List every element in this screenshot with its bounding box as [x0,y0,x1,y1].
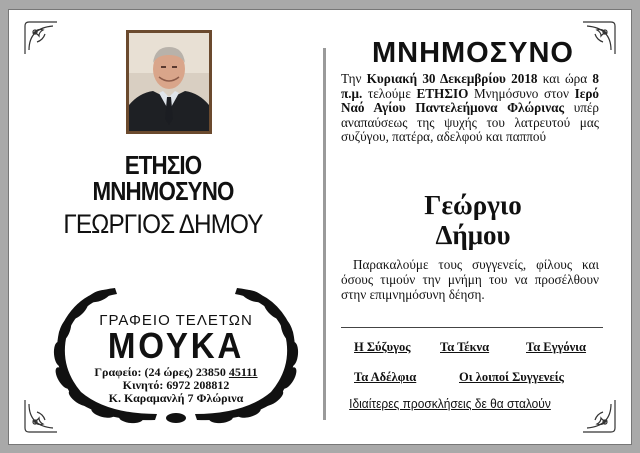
funeral-home-name: ΜΟΥΚΑ [107,325,245,366]
deceased-name-caps: ΓΕΩΡΓΙΟΣ ΔΗΜΟΥ [63,209,263,239]
vertical-divider [323,48,326,420]
announce-time: 8 π.μ. [341,71,599,101]
funeral-home-label: ΓΡΑΦΕΙΟ ΤΕΛΕΤΩΝ [99,312,253,329]
relative-children: Τα Τέκνα [440,340,490,354]
corner-ornament-icon [23,20,59,56]
invitation-text: Παρακαλούμε τους συγγενείς, φίλους και όσους τιμούν την μνήμη του να προσέλθουν στην επιμνημόσυνη δέηση. [341,257,599,302]
deceased-first-name: Γεώργιο [424,190,522,220]
announce-text-4: Μνημόσυνο στον [468,85,575,101]
announce-date: Κυριακή 30 Δεκεμβρίου 2018 [366,71,538,86]
corner-ornament-icon [581,398,617,434]
relative-spouse: Η Σύζυγος [354,340,411,354]
memorial-announcement [341,72,599,145]
funeral-home-block [45,282,307,424]
office-phone-label: Γραφείο: (24 ώρες) 23850 [94,365,229,379]
left-title-line1: ΕΤΗΣΙΟ [124,150,202,180]
relative-other: Οι λοιποί Συγγενείς [459,370,564,384]
right-title: ΜΝΗΜΟΣΥΝΟ [371,37,574,69]
portrait-photo [126,30,212,134]
memorial-card [8,9,632,445]
announce-type: ΕΤΗΣΙΟ [416,85,469,101]
announce-text-5: υπέρ αναπαύσεως της ψυχής του λατρευτού μας συζύγου, πατέρα, αδελφού και παππού [341,100,599,145]
relative-siblings: Τα Αδέλφια [354,370,417,384]
announce-text-1: Την [341,71,367,86]
deceased-last-name: Δήμου [435,220,511,250]
office-phone-tail: 45111 [228,365,258,379]
funeral-home-address: Κ. Καραμανλή 7 Φλώρινα [108,391,244,405]
announce-text-3: τελούμε [362,85,417,101]
footer-note: Ιδιαίτερες προσκλήσεις δε θα σταλούν [349,396,551,411]
announce-text-2: και ώρα [537,71,593,86]
announce-church: Ιερό Ναό Αγίου Παντελεήμονα Φλώρινας [341,85,599,116]
left-title-line2: ΜΝΗΜΟΣΥΝΟ [92,176,234,206]
horizontal-rule [341,327,603,328]
funeral-home-mobile: Κινητό: 6972 208812 [122,378,230,392]
relative-grandchildren: Τα Εγγόνια [526,340,587,354]
